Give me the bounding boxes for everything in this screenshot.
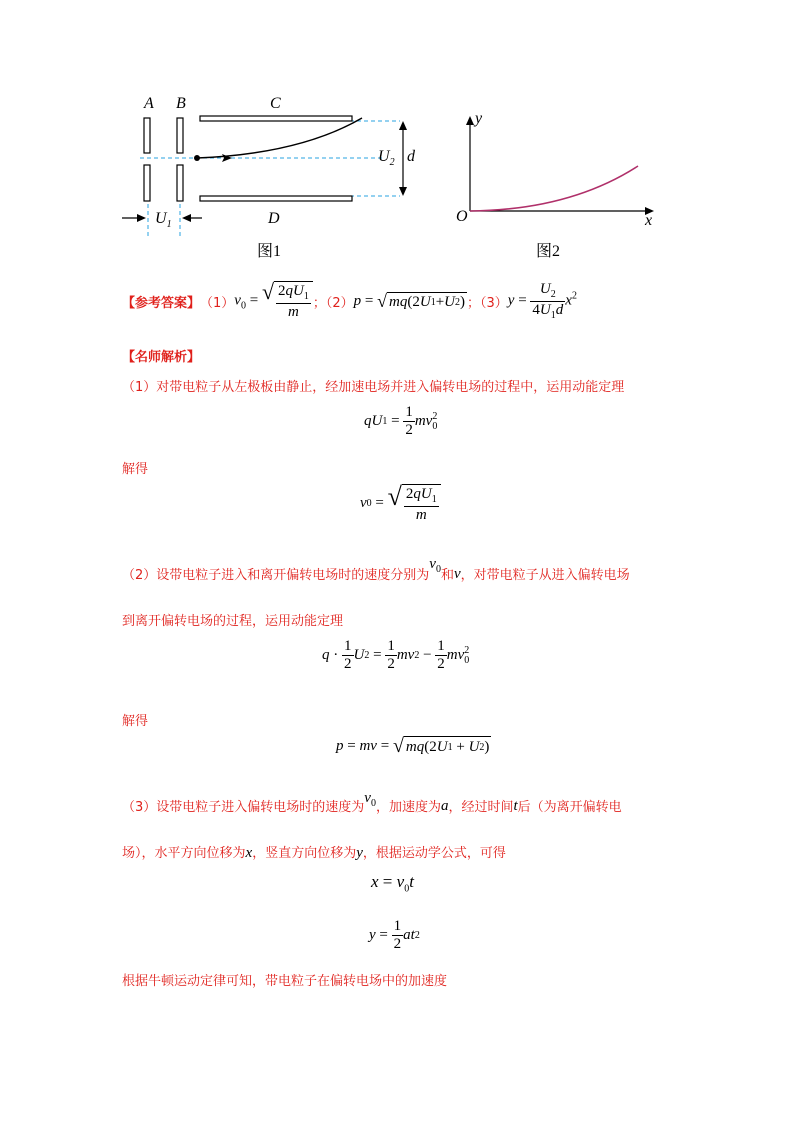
equation-v0: v 0 = √ $\frac{2qU_1}{m}$ [360,484,441,524]
answer-line [122,276,682,326]
label-d: d [407,148,415,165]
label-x-axis: x [645,212,653,229]
p3-symbol-y: y [356,845,363,861]
plate-a-bottom [144,165,150,201]
analysis-paragraph-4: 根据牛顿运动定律可知，带电粒子在偏转电场中的加速度 [122,974,448,989]
p3-text-b: ，加速度为 [375,800,441,815]
p3-text-f: 后（为离开偏转电 [517,800,622,815]
label-u1: $U_1$ [155,210,172,231]
p3-text-g: 场），水平方向位移为 [122,846,246,861]
p2-text-b: 和 [440,568,454,583]
p2-symbol-v: v [453,566,461,582]
d-arrow-down [399,187,407,196]
p3-text-d: ，经过时间 [448,800,514,815]
p2-text-a: （2）设带电粒子进入和离开偏转电场时的速度分别为 [122,568,430,583]
figure-1-caption: 图1 [257,243,282,260]
plate-b-top [177,118,183,153]
p3-text-a: （3）设带电粒子进入偏转电场时的速度为 [122,800,365,815]
label-plate-d: D [268,210,280,227]
p3-symbol-v0: $v_0$ [364,790,376,809]
answer-formula-3: y = $\frac{U_2}{4U_1d}$ $x^2$ [507,281,577,321]
analysis-paragraph-1: （1）对带电粒子从左极板由静止，经加速电场并进入偏转电场的过程中，运用动能定理 [122,380,625,395]
answer-heading: 【参考答案】 [122,295,201,311]
equation-kinetic-2: q · $\frac{1}{2}$ U 2 = $\frac{1}{2}$ mv 2 − $\frac{1}{2}$ mv 2 0 [322,638,470,673]
p3-symbol-t: t [513,798,518,814]
figure-2-graph [460,110,660,230]
particle-trajectory [197,118,362,158]
plate-a-top [144,118,150,153]
equation-y: y = $\frac{1}{2}$ at 2 [369,918,420,953]
equation-momentum: p = mv = √ mq (2 U 1 + U 2 ) [336,735,490,757]
plate-b-bottom [177,165,183,201]
u1-right-arrowhead [182,214,191,222]
p2-text-d: ，对带电粒子从进入偏转电场 [460,568,630,583]
plate-d [200,196,352,201]
label-u2: $U_2$ [378,148,395,169]
p3-symbol-a: a [440,798,449,814]
answer-formula-1: $v_0$ = √ $\frac{2qU_1}{m}$ [234,281,313,321]
analysis-paragraph-3-cont [122,842,506,862]
label-y-axis: y [475,110,483,127]
analysis-paragraph-3 [122,790,622,815]
answer-part-1-label: （1） [200,295,235,311]
solve-text-2: 解得 [122,714,149,729]
p2-symbol-v0: $v_0$ [429,556,441,575]
figure-2-caption: 图2 [536,243,561,260]
analysis-paragraph-2 [122,556,630,583]
u1-left-arrowhead [137,214,146,222]
p3-text-i: ，竖直方向位移为 [252,846,357,861]
label-plate-a: A [144,95,154,112]
d-arrow-up [399,121,407,130]
analysis-paragraph-2-cont: 到离开偏转电场的过程，运用动能定理 [122,614,344,629]
equation-x: $x = v_0t$ [371,872,414,895]
label-plate-c: C [270,95,281,112]
label-origin: O [456,208,468,225]
plate-c [200,116,352,121]
answer-part-3-label: ；（3） [467,295,508,311]
analysis-heading: 【名师解析】 [122,350,201,365]
parabola-curve [470,166,638,211]
solve-text-1: 解得 [122,462,149,477]
label-plate-b: B [176,95,186,112]
answer-part-2-label: ；（2） [312,295,354,311]
p3-text-k: ，根据运动学公式，可得 [362,846,506,861]
equation-kinetic-1: qU 1 = $\frac{1}{2}$ mv 2 0 [364,404,438,439]
p3-symbol-x: x [245,845,253,861]
answer-formula-2: p = √ mq (2 U 1 + U 2 ) [353,290,465,311]
y-axis-arrow [466,116,474,125]
